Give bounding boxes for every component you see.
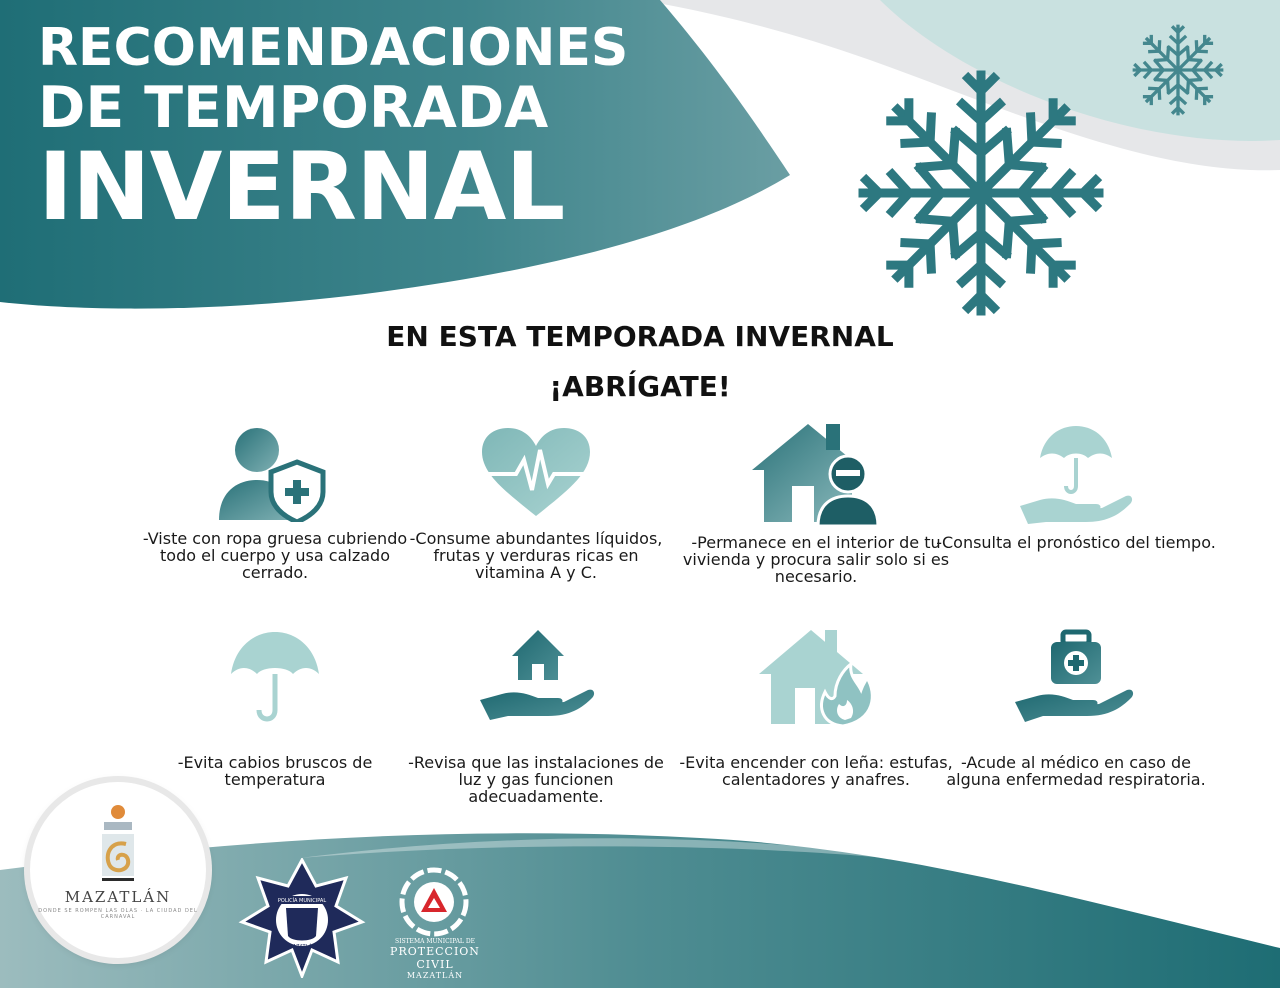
snowflake-small-icon: [1128, 20, 1228, 120]
hand-medkit-icon: [1011, 628, 1141, 728]
hand-house-icon: [476, 628, 596, 728]
civil-protection-logo-icon: [398, 866, 470, 938]
title-line-1: RECOMENDACIONES: [38, 18, 629, 78]
subtitle: EN ESTA TEMPORADA INVERNAL: [386, 320, 894, 353]
tip-card-clothing: [135, 422, 415, 581]
police-badge-text: POLICÍA MUNICIPAL: [277, 898, 327, 904]
tip-text: -Revisa que las instalaciones de luz y gas funcionen adecuadamente.: [408, 753, 664, 806]
person-shield-icon: [215, 422, 335, 522]
tip-text: -Evita encender con leña: estufas, calentadores y anafres.: [679, 753, 953, 789]
snowflake-large-icon: [846, 58, 1116, 328]
tip-text: -Acude al médico en caso de alguna enfermedad respiratoria.: [946, 753, 1206, 789]
civil-protection-line-3: MAZATLÁN: [406, 971, 464, 980]
tip-card-stay-home: [676, 422, 956, 585]
heart-pulse-icon: [476, 422, 596, 522]
headline: ¡ABRÍGATE!: [549, 370, 731, 403]
page-title: [38, 18, 629, 242]
tip-text: -Consume abundantes líquidos, frutas y verduras ricas en vitamina A y C.: [409, 529, 663, 582]
house-fire-icon: [751, 628, 881, 728]
police-badge-icon: [238, 858, 366, 978]
civil-protection-line-1: SISTEMA MUNICIPAL DE: [394, 938, 476, 945]
tip-text: -Viste con ropa gruesa cubriendo todo el cuerpo y usa calzado cerrado.: [142, 529, 408, 582]
title-line-3: INVERNAL: [38, 133, 565, 242]
civil-protection-wordmark: [370, 938, 500, 980]
tip-card-installations: [396, 628, 676, 805]
tip-text: -Evita cabios bruscos de temperatura: [177, 753, 373, 789]
tip-card-nutrition: [396, 422, 676, 581]
hand-umbrella-icon: [1016, 422, 1136, 526]
mazatlan-logo: [30, 782, 206, 958]
tip-card-forecast: [936, 422, 1216, 551]
title-line-2: DE TEMPORADA: [38, 75, 549, 141]
house-person-icon: [746, 422, 886, 526]
tip-card-firewood: [676, 628, 956, 788]
tip-text: -Permanece en el interior de tu vivienda y procura salir solo si es necesario.: [682, 533, 950, 586]
tip-text: -Consulta el pronóstico del tiempo.: [936, 533, 1216, 552]
mazatlan-emblem-icon: [96, 804, 140, 884]
mazatlan-slogan: DONDE SE ROMPEN LAS OLAS · LA CIUDAD DEL CARNAVAL: [38, 908, 198, 920]
tip-card-temperature: [135, 628, 415, 788]
police-badge-city: MAZATLÁN: [288, 944, 316, 950]
umbrella-icon: [225, 628, 325, 728]
civil-protection-line-2: PROTECCION CIVIL: [390, 945, 480, 971]
tip-card-doctor: [936, 628, 1216, 788]
mazatlan-wordmark: MAZATLÁN: [64, 888, 172, 906]
